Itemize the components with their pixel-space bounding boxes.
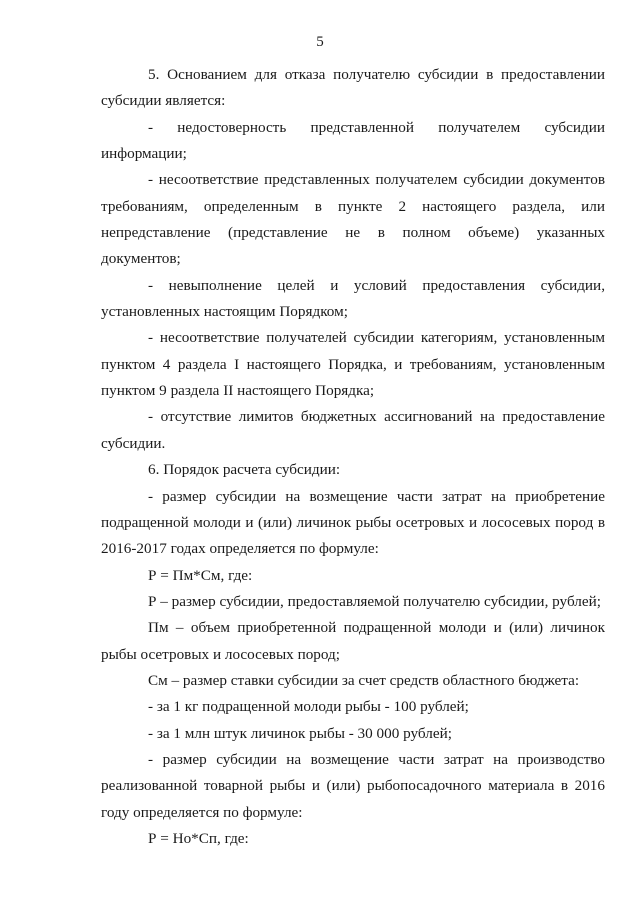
paragraph-documents-mismatch: - несоответствие представленных получателем субсидии документов требованиям, определенным в пункте 2 настоящего раздела, или непредставление (представление не в полном объеме) указанных документов;: [101, 171, 605, 268]
document-body: [101, 62, 605, 852]
paragraph-calculation-order: 6. Порядок расчета субсидии:: [148, 461, 341, 479]
rate-per-kg: - за 1 кг подращенной молоди рыбы - 100 рублей;: [148, 698, 469, 716]
rate-per-million-larvae: - за 1 млн штук личинок рыбы - 30 000 рублей;: [148, 724, 452, 742]
paragraph-refusal-grounds: 5. Основанием для отказа получателю субсидии в предоставлении субсидии является:: [101, 66, 605, 110]
page-number: 5: [316, 34, 324, 50]
paragraph-fish-production-subsidy: - размер субсидии на возмещение части затрат на производство реализованной товарной рыбы и (или) рыбопосадочного материала в 2016 году определяется по формуле:: [101, 750, 605, 821]
paragraph-fry-subsidy: - размер субсидии на возмещение части затрат на приобретение подращенной молоди и (или) личинок рыбы осетровых и лососевых пород в 2016-2017 годах определяется по формуле:: [101, 487, 605, 558]
formula-1-var-sm: См – размер ставки субсидии за счет средств областного бюджета:: [148, 671, 580, 689]
formula-1: Р = Пм*См, где:: [148, 566, 253, 584]
formula-2: Р = Но*Сп, где:: [148, 829, 249, 847]
formula-1-var-p: Р – размер субсидии, предоставляемой получателю субсидии, рублей;: [148, 592, 601, 610]
paragraph-unreliable-info: - недостоверность представленной получателем субсидии информации;: [101, 118, 605, 163]
paragraph-goals-not-met: - невыполнение целей и условий предоставления субсидии, установленных настоящим Порядком;: [101, 276, 605, 321]
paragraph-no-budget-limits: - отсутствие лимитов бюджетных ассигнований на предоставление субсидии.: [101, 408, 605, 452]
formula-1-var-pm: Пм – объем приобретенной подращенной молоди и (или) личинок рыбы осетровых и лососевых пород;: [101, 619, 605, 663]
paragraph-category-mismatch: - несоответствие получателей субсидии категориям, установленным пунктом 4 раздела I настоящего Порядка, и требованиям, установленным пунктом 9 раздела II настоящего Порядка;: [101, 329, 605, 400]
